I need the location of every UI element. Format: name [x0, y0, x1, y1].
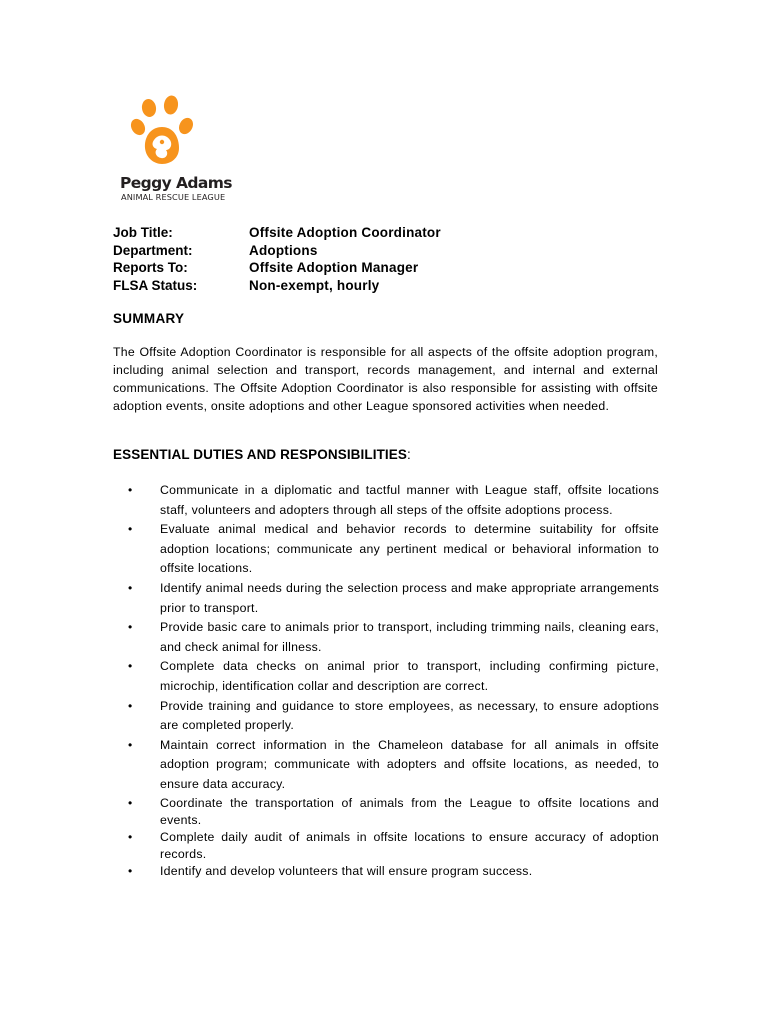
- job-title-label: Job Title:: [113, 225, 173, 240]
- job-info-row-flsa: [113, 277, 441, 295]
- duty-text: Communicate in a diplomatic and tactful manner with League staff, offsite locations staff, volunteers and adopters through all steps of the offsite adoptions process.: [160, 483, 659, 517]
- duty-text: Coordinate the transportation of animals from the League to offsite locations and events.: [160, 795, 659, 827]
- duty-text: Complete data checks on animal prior to transport, including confirming picture, microchip, identification collar and description are correct.: [160, 659, 659, 693]
- duties-list: [128, 481, 659, 880]
- list-item: [128, 481, 659, 520]
- job-info-row-reports-to: [113, 259, 441, 277]
- department-label: Department:: [113, 242, 193, 258]
- duty-text: Complete daily audit of animals in offsite locations to ensure accuracy of adoption records.: [160, 829, 659, 861]
- bullet-icon: •: [128, 737, 133, 752]
- peggy-adams-logo: [116, 94, 236, 204]
- bullet-icon: •: [128, 698, 133, 713]
- bullet-icon: •: [128, 863, 133, 878]
- list-item: [128, 795, 659, 829]
- duty-text: Evaluate animal medical and behavior records to determine suitability for offsite adoption locations; communicate any pertinent medical or behavioral information to offsite locations.: [160, 522, 659, 576]
- duties-heading-text: ESSENTIAL DUTIES AND RESPONSIBILITIES: [113, 447, 407, 462]
- bullet-icon: •: [128, 580, 133, 595]
- logo-subtitle: ANIMAL RESCUE LEAGUE: [121, 192, 226, 202]
- duty-text: Maintain correct information in the Chameleon database for all animals in offsite adoption program; communicate with adopters and offsite locations, as needed, to ensure data accuracy.: [160, 737, 659, 791]
- summary-heading: SUMMARY: [113, 311, 185, 326]
- reports-to-label: Reports To:: [113, 260, 188, 275]
- bullet-icon: •: [128, 659, 133, 674]
- reports-to-value: Offsite Adoption Manager: [249, 260, 419, 275]
- duty-text: Provide basic care to animals prior to transport, including trimming nails, cleaning ears, and check animal for illness.: [160, 620, 659, 654]
- summary-text: The Offsite Adoption Coordinator is responsible for all aspects of the offsite adoption program, including animal selection and transport, records management, and internal and external communications. The Offsite Adoption Coordinator is also responsible for assisting with offsite adoption events, onsite adoptions and other League sponsored activities when needed.: [113, 345, 658, 413]
- bullet-icon: •: [128, 829, 133, 844]
- job-info-row-title: [113, 224, 441, 242]
- list-item: [128, 829, 659, 863]
- list-item: [128, 863, 659, 880]
- duties-heading: [113, 447, 411, 462]
- list-item: [128, 618, 659, 657]
- list-item: [128, 579, 659, 618]
- list-item: [128, 736, 659, 795]
- job-info-table: [113, 224, 441, 294]
- flsa-status-label: FLSA Status:: [113, 277, 198, 293]
- duty-text: Identify animal needs during the selection process and make appropriate arrangements prior to transport.: [160, 580, 659, 615]
- bullet-icon: •: [128, 522, 133, 537]
- bullet-icon: •: [128, 483, 133, 497]
- list-item: [128, 657, 659, 696]
- job-title-value: Offsite Adoption Coordinator: [249, 225, 441, 240]
- duties-heading-colon: :: [407, 447, 411, 462]
- job-info-row-department: [113, 242, 441, 260]
- paw-print-icon: [116, 94, 216, 174]
- bullet-icon: •: [128, 795, 133, 810]
- list-item: [128, 520, 659, 579]
- duty-text: Provide training and guidance to store employees, as necessary, to ensure adoptions are completed properly.: [160, 698, 659, 733]
- list-item: [128, 697, 659, 736]
- department-value: Adoptions: [249, 242, 318, 258]
- flsa-status-value: Non-exempt, hourly: [249, 277, 380, 293]
- bullet-icon: •: [128, 620, 133, 635]
- logo-name: Peggy Adams: [120, 174, 232, 192]
- duty-text: Identify and develop volunteers that will ensure program success.: [160, 863, 533, 878]
